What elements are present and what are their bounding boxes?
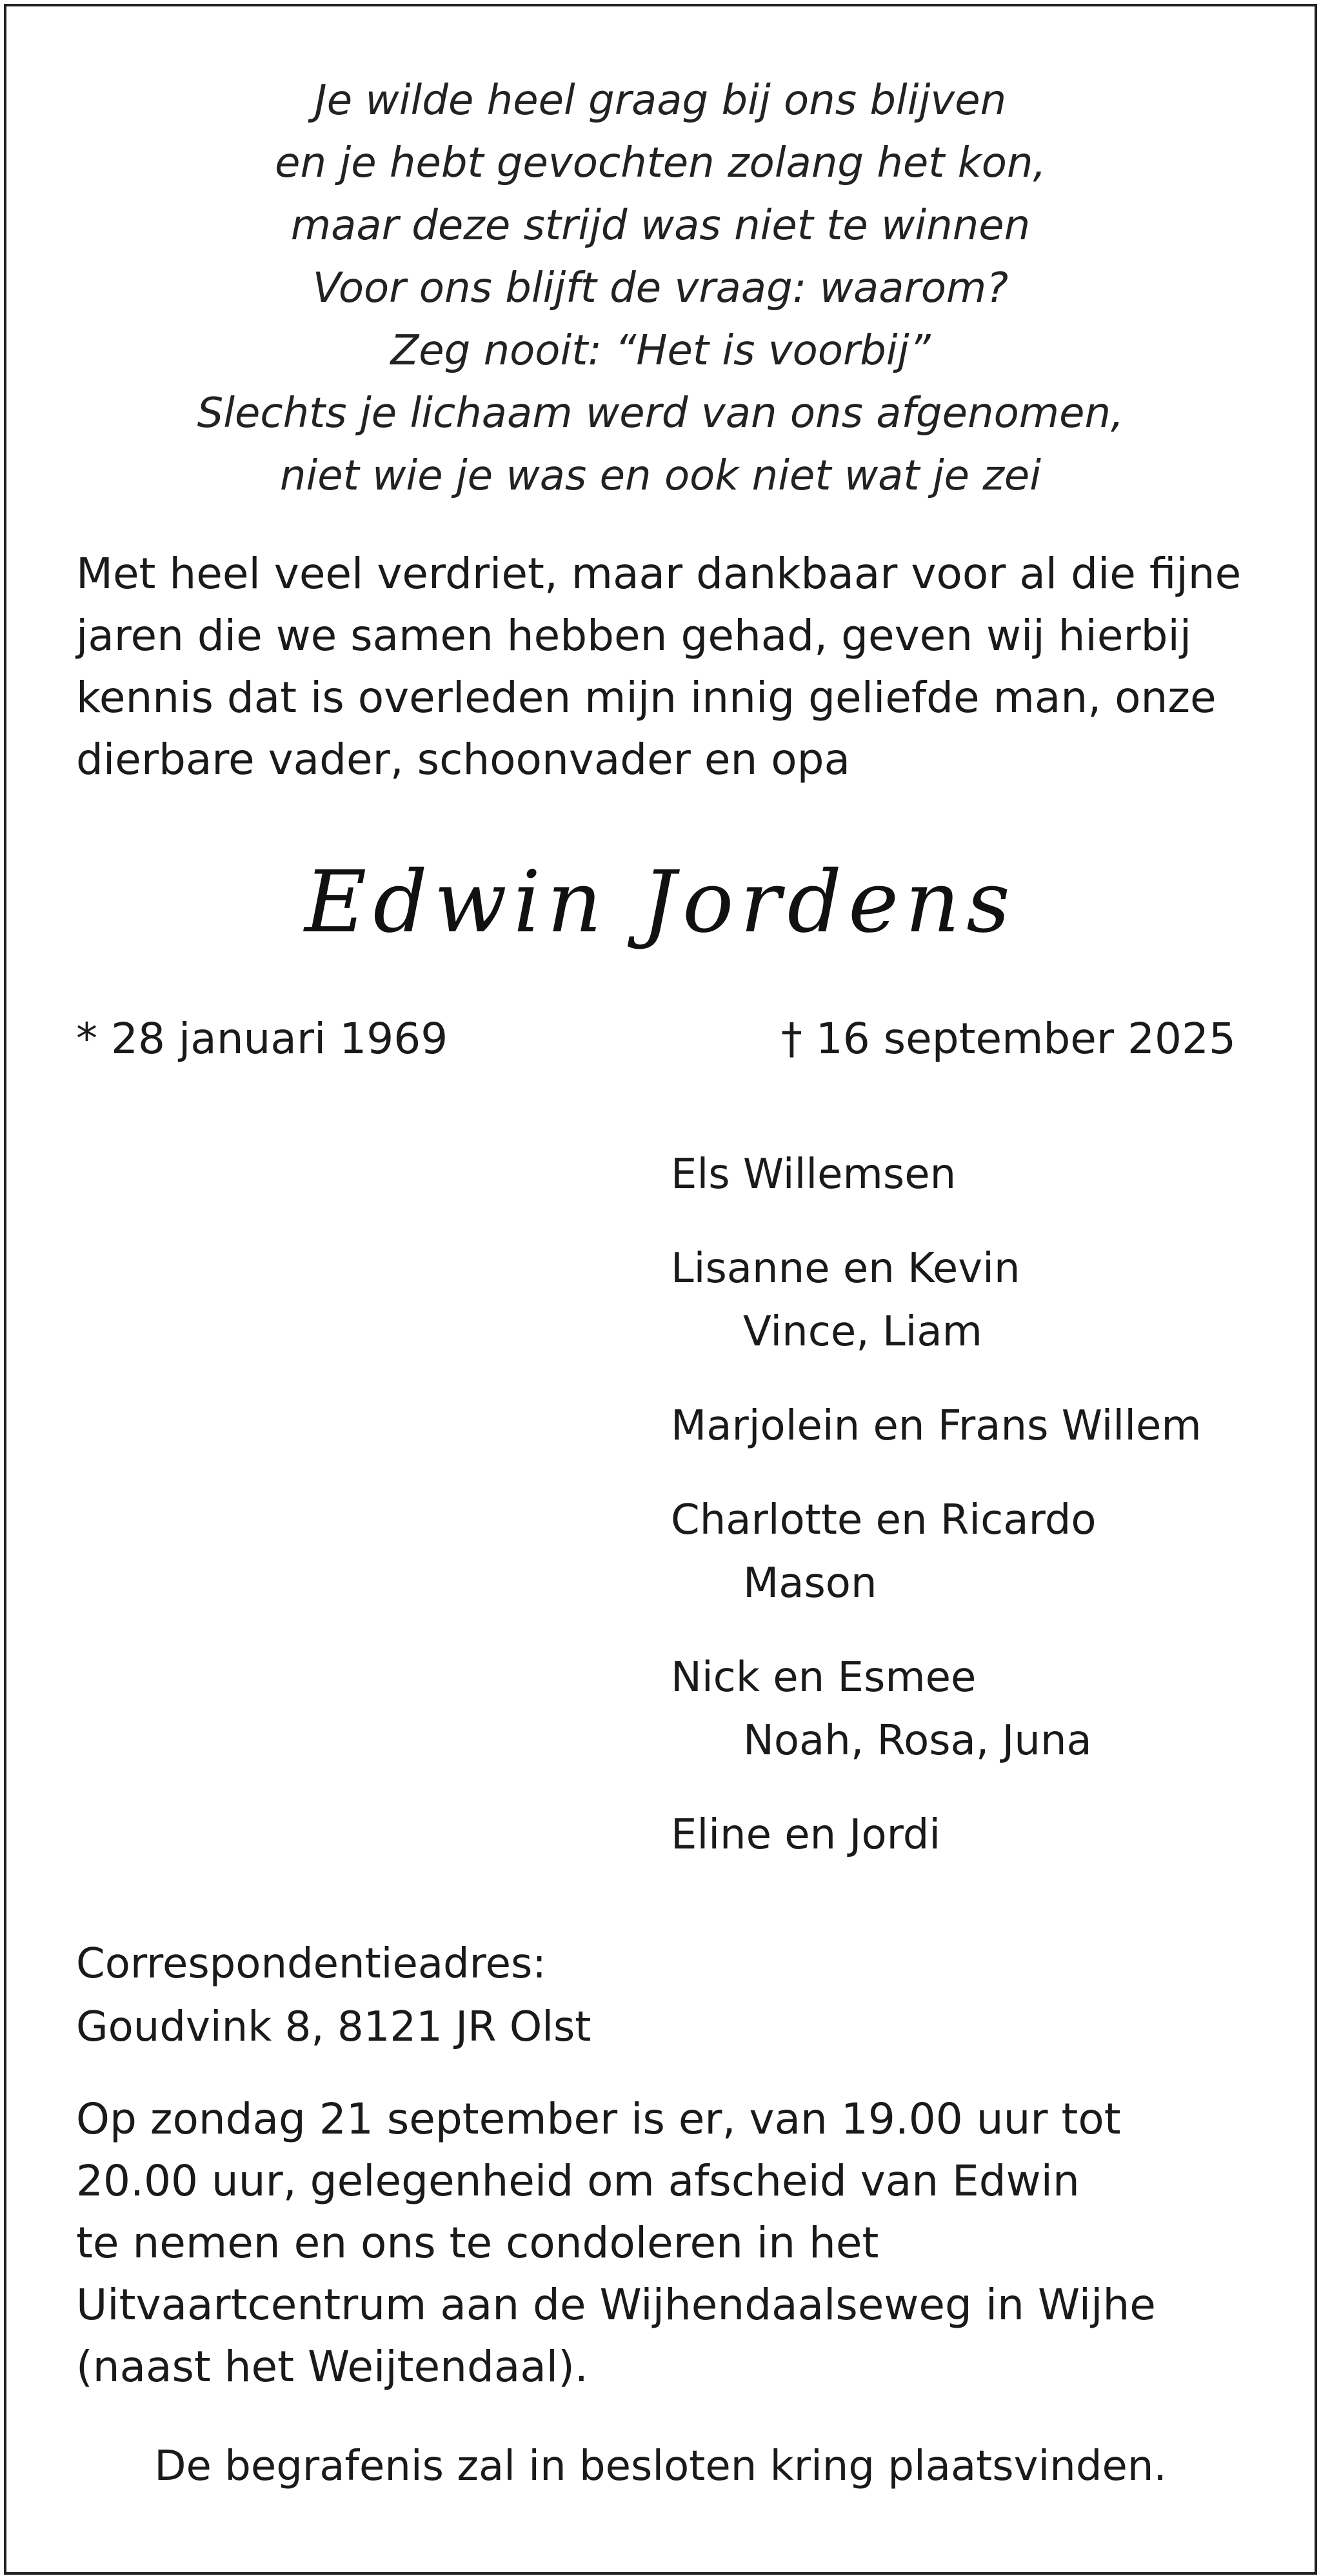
service-line: te nemen en ons te condoleren in het [76,2218,879,2268]
poem-line: niet wie je was en ook niet wat je zei [279,452,1042,500]
family-names: Lisanne en Kevin [671,1245,1020,1293]
correspondence-address-line: Goudvink 8, 8121 JR Olst [76,2003,591,2051]
poem-line: en je hebt gevochten zolang het kon, [275,139,1046,187]
grandchildren-names: Vince, Liam [743,1308,982,1356]
grandchildren-names: Mason [743,1560,877,1607]
family-entry [671,1646,1290,1772]
correspondence-label: Correspondentieadres: [76,1940,546,1988]
family-names: Eline en Jordi [671,1811,941,1859]
poem-line: Je wilde heel graag bij ons blijven [314,77,1007,124]
death-date: † 16 september 2025 [780,1014,1236,1064]
poem-line: Voor ons blijft de vraag: waarom? [312,264,1009,312]
service-line: 20.00 uur, gelegenheid om afscheid van Edwin [76,2156,1080,2206]
poem-line: Zeg nooit: “Het is voorbij” [390,327,931,375]
birth-date: * 28 januari 1969 [76,1014,448,1064]
deceased-name: Edwin Jordens [304,853,1017,952]
correspondence-address [76,1932,591,2059]
intro-line: kennis dat is overleden mijn innig geliefde man, onze [76,673,1217,722]
family-entry [671,1143,1290,1206]
intro-line: dierbare vader, schoonvader en opa [76,735,851,784]
family-entry [671,1803,1290,1867]
family-entry [671,1489,1290,1615]
family-entry [671,1237,1290,1363]
intro-line: Met heel veel verdriet, maar dankbaar voor al die fijne [76,549,1242,599]
family-names: Charlotte en Ricardo [671,1496,1097,1544]
family-list [671,1143,1290,1867]
poem [0,70,1321,508]
family-names: Els Willemsen [671,1151,957,1198]
closing-note: De begrafenis zal in besloten kring plaatsvinden. [154,2442,1167,2490]
service-line: Op zondag 21 september is er, van 19.00 uur tot [76,2094,1121,2144]
intro-line: jaren die we samen hebben gehad, geven wij hierbij [76,611,1192,660]
service-line: (naast het Weijtendaal). [76,2342,588,2392]
service-line: Uitvaartcentrum aan de Wijhendaalseweg in Wijhe [76,2280,1156,2330]
grandchildren-names: Noah, Rosa, Juna [743,1717,1092,1765]
family-names: Marjolein en Frans Willem [671,1402,1202,1450]
family-entry [671,1394,1290,1458]
poem-line: maar deze strijd was niet te winnen [290,202,1031,250]
intro-text [76,543,1263,791]
family-names: Nick en Esmee [671,1654,977,1701]
service-info [76,2088,1276,2398]
poem-line: Slechts je lichaam werd van ons afgenomen, [197,390,1124,437]
